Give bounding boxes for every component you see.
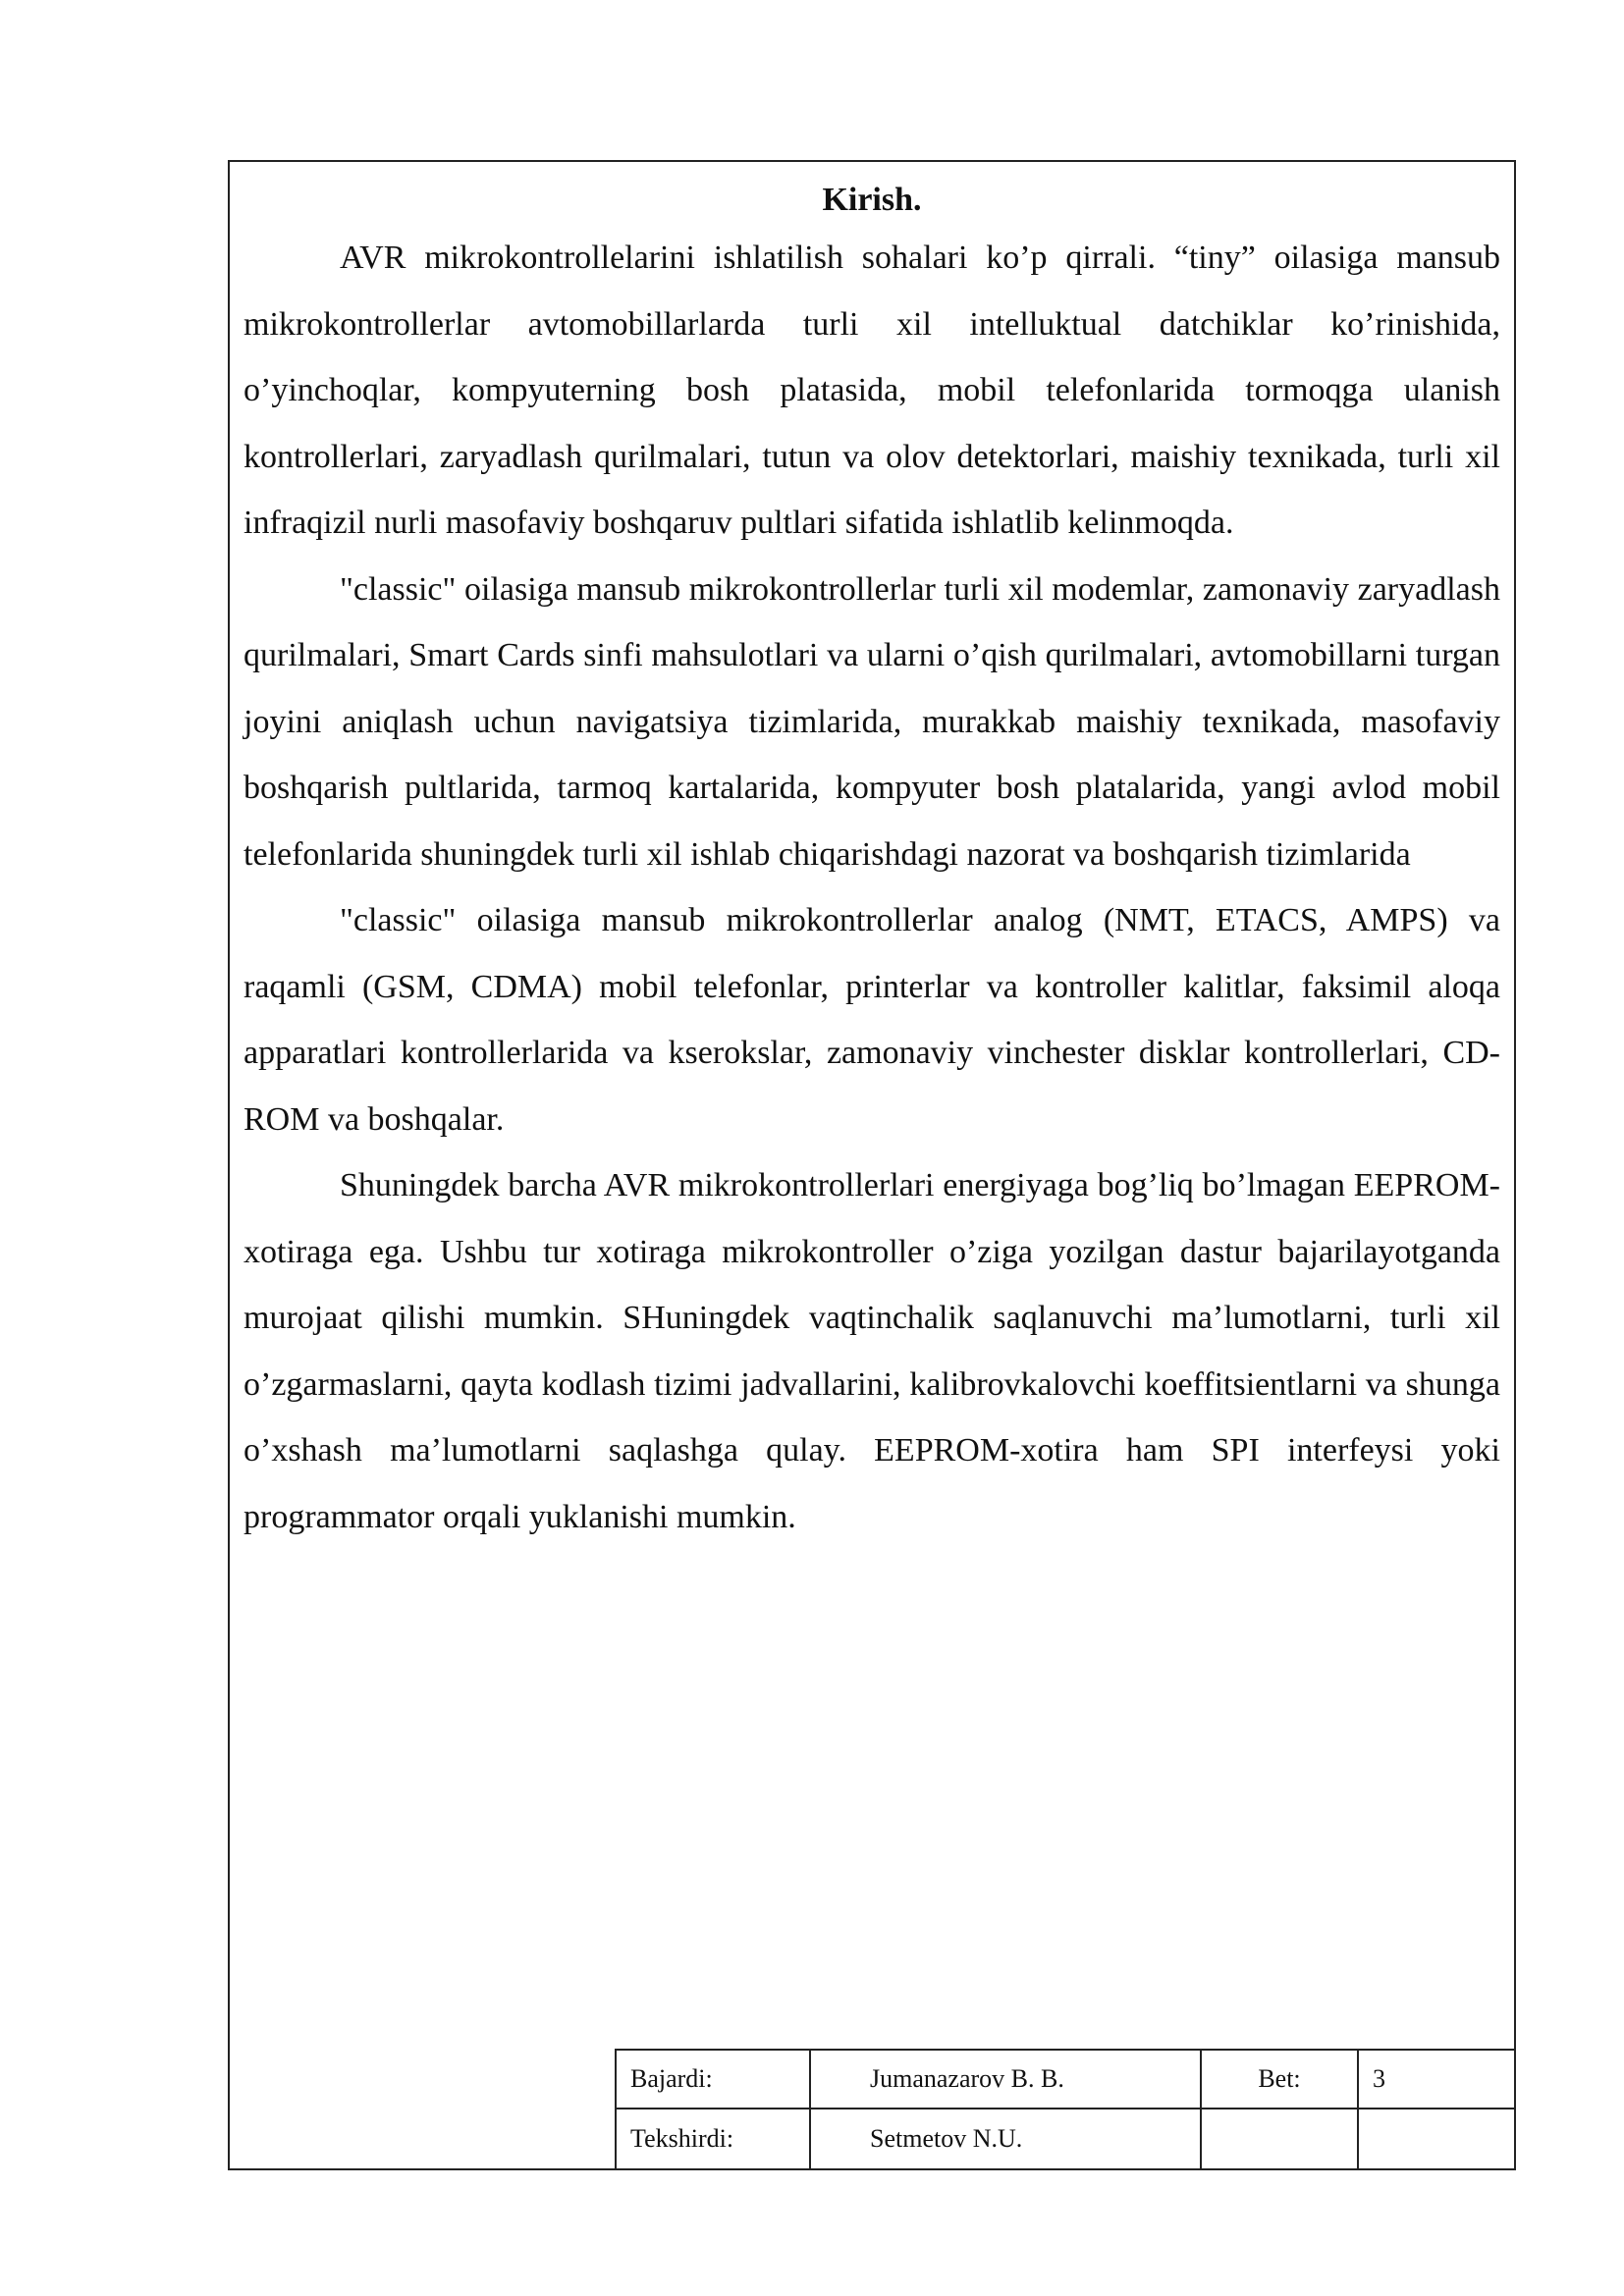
stamp-empty-cell-1 — [1201, 2109, 1358, 2169]
paragraph-3: "classic" oilasiga mansub mikrokontrollerlar analog (NMT, ETACS, AMPS) va raqamli (GSM, CDMA) mobil telefonlar, printerlar va kontroller kalitlar, faksimil aloqa apparatlari kontrollerlarida va kserokslar, zamonaviy vinchester disklar kontrollerlari, CD-ROM va boshqalar. — [244, 902, 1500, 1138]
document-body — [244, 176, 1500, 1550]
stamp-row-performed — [616, 2050, 1515, 2109]
paragraph-2: "classic" oilasiga mansub mikrokontrollerlar turli xil modemlar, zamonaviy zaryadlash qurilmalari, Smart Cards sinfi mahsulotlari va ularni o’qish qurilmalari, avtomobillarni turgan joyini aniqlash uchun navigatsiya tizimlarida, murakkab maishiy texnikada, masofaviy boshqarish pultlarida, tarmoq kartalarida, kompyuter bosh platalarida, yangi avlod mobil telefonlarida shuningdek turli xil ishlab chiqarishdagi nazorat va boshqarish tizimlarida — [244, 570, 1500, 873]
stamp-performed-name: Jumanazarov B. B. — [810, 2050, 1201, 2109]
document-title: Kirish. — [822, 182, 922, 218]
title-block-stamp — [615, 2049, 1516, 2170]
stamp-checked-label: Tekshirdi: — [616, 2109, 810, 2169]
stamp-performed-label: Bajardi: — [616, 2050, 810, 2109]
stamp-checked-name: Setmetov N.U. — [810, 2109, 1201, 2169]
stamp-page-label: Bet: — [1201, 2050, 1358, 2109]
stamp-empty-cell-2 — [1358, 2109, 1515, 2169]
page-frame — [228, 160, 1516, 2170]
paragraph-4: Shuningdek barcha AVR mikrokontrollerlari energiyaga bog’liq bo’lmagan EEPROM-xotiraga ega. Ushbu tur xotiraga mikrokontroller o’ziga yozilgan dastur bajarilayotganda murojaat qilishi mumkin. SHuningdek vaqtinchalik saqlanuvchi ma’lumotlarni, turli xil o’zgarmaslarni, qayta kodlash tizimi jadvallarini, kalibrovkalovchi koeffitsientlarni va shunga o’xshash ma’lumotlarni saqlashga qulay. EEPROM-xotira ham SPI interfeysi yoki programmator orqali yuklanishi mumkin. — [244, 1167, 1500, 1535]
paragraph-1: AVR mikrokontrollelarini ishlatilish sohalari ko’p qirrali. “tiny” oilasiga mansub mikrokontrollerlar avtomobillarlarda turli xil intelluktual datchiklar ko’rinishida, o’yinchoqlar, kompyuterning bosh platasida, mobil telefonlarida tormoqga ulanish kontrollerlari, zaryadlash qurilmalari, tutun va olov detektorlari, maishiy texnikada, turli xil infraqizil nurli masofaviy boshqaruv pultlari sifatida ishlatlib kelinmoqda. — [244, 240, 1500, 541]
stamp-page-number: 3 — [1358, 2050, 1515, 2109]
stamp-row-checked — [616, 2109, 1515, 2169]
